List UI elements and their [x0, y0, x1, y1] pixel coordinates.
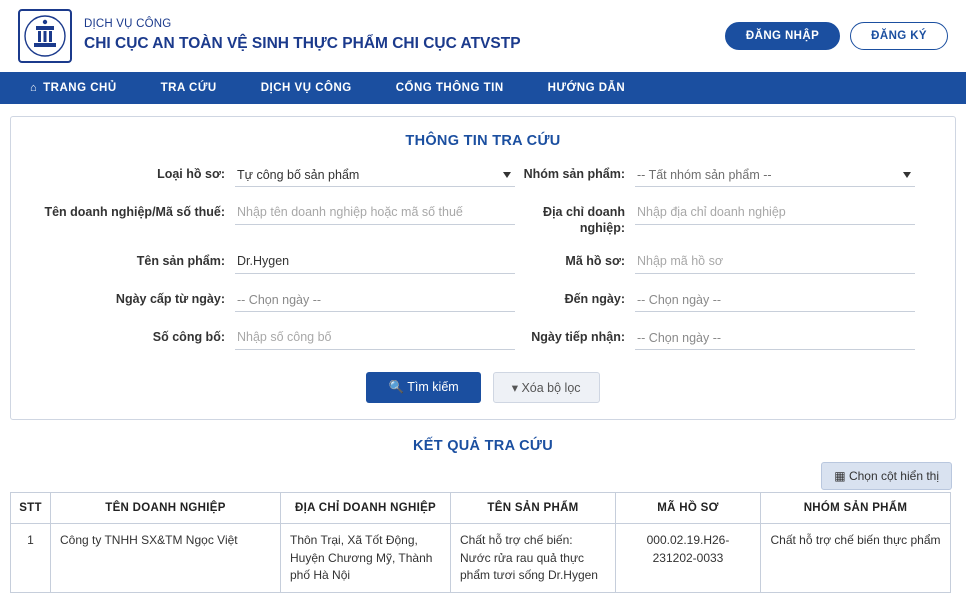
- col-header-address[interactable]: ĐỊA CHỈ DOANH NGHIỆP: [281, 493, 451, 524]
- record-code-input[interactable]: [635, 254, 915, 270]
- cell-group: Chất hỗ trợ chế biến thực phẩm: [761, 524, 951, 593]
- header-actions: [725, 22, 948, 50]
- cell-product: Chất hỗ trợ chế biến: Nước rửa rau quả thực phẩm tươi sống Dr.Hygen: [451, 524, 616, 593]
- brand-title: CHI CỤC AN TOÀN VỆ SINH THỰC PHẨM CHI CỤC ATVSTP: [84, 35, 521, 53]
- nav-item-cong-thong-tin[interactable]: CỔNG THÔNG TIN: [395, 82, 504, 94]
- results-table: [10, 492, 951, 593]
- announce-number-input[interactable]: [235, 330, 515, 346]
- clear-filter-button[interactable]: [493, 372, 600, 403]
- nav-item-tra-cuu[interactable]: TRA CỨU: [160, 82, 217, 94]
- company-name-label: Tên doanh nghiệp/Mã số thuế:: [44, 205, 225, 219]
- record-type-label: Loại hồ sơ:: [157, 167, 225, 181]
- table-icon: ▦: [834, 469, 846, 484]
- record-type-select[interactable]: [235, 163, 515, 187]
- site-header: [0, 0, 966, 72]
- record-code-label: Mã hồ sơ:: [565, 254, 625, 269]
- search-actions: [25, 372, 941, 403]
- columns-button-wrap: [0, 462, 966, 490]
- product-name-label: Tên sản phẩm:: [136, 254, 225, 269]
- col-header-product[interactable]: TÊN SẢN PHẨM: [451, 493, 616, 524]
- filter-icon: ▾: [511, 381, 518, 396]
- company-address-label: Địa chỉ doanh nghiệp:: [543, 205, 625, 235]
- choose-columns-button[interactable]: [821, 462, 952, 490]
- issue-to-label: Đến ngày:: [564, 292, 625, 307]
- issue-from-label: Ngày cấp từ ngày:: [115, 292, 225, 307]
- issue-to-date-field[interactable]: [635, 288, 915, 312]
- issue-from-date-field[interactable]: [235, 288, 515, 312]
- product-group-label: Nhóm sản phẩm:: [523, 167, 625, 181]
- record-type-value: Tự công bố sản phẩm: [237, 167, 360, 182]
- brand-subtitle: DỊCH VỤ CÔNG: [84, 18, 172, 31]
- nav-item-home[interactable]: [8, 72, 139, 104]
- company-name-input[interactable]: [235, 205, 515, 221]
- search-icon: 🔍: [388, 380, 405, 395]
- company-address-input[interactable]: [635, 205, 915, 221]
- login-button[interactable]: ĐĂNG NHẬP: [725, 22, 840, 50]
- search-panel: [10, 116, 956, 420]
- table-header-row: [11, 493, 951, 524]
- chevron-down-icon: [503, 172, 511, 178]
- product-group-select[interactable]: [635, 163, 915, 187]
- nav-item-huong-dan[interactable]: HƯỚNG DẪN: [547, 82, 626, 94]
- cell-code: 000.02.19.H26-231202-0033: [616, 524, 761, 593]
- col-header-company[interactable]: TÊN DOANH NGHIỆP: [51, 493, 281, 524]
- announce-number-label: Số công bố:: [152, 330, 225, 345]
- results-title: KẾT QUẢ TRA CỨU: [412, 438, 554, 455]
- record-code-field[interactable]: [635, 250, 915, 274]
- col-header-stt[interactable]: STT: [11, 493, 51, 524]
- issue-from-date-value: -- Chọn ngày --: [237, 292, 322, 307]
- col-header-group[interactable]: NHÓM SẢN PHẨM: [761, 493, 951, 524]
- product-name-input[interactable]: [235, 254, 515, 270]
- col-header-code[interactable]: MÃ HỒ SƠ: [616, 493, 761, 524]
- search-form: [25, 163, 941, 350]
- register-button[interactable]: ĐĂNG KÝ: [850, 22, 948, 50]
- clear-filter-label: Xóa bộ lọc: [521, 381, 581, 396]
- chevron-down-icon: [903, 172, 911, 178]
- company-address-field[interactable]: [635, 201, 915, 225]
- cell-stt: 1: [11, 524, 51, 593]
- search-button[interactable]: [366, 372, 480, 403]
- product-name-field[interactable]: [235, 250, 515, 274]
- nav-item-dich-vu-cong[interactable]: DỊCH VỤ CÔNG: [260, 82, 352, 94]
- announce-number-field[interactable]: [235, 326, 515, 350]
- cell-address: Thôn Trại, Xã Tốt Động, Huyện Chương Mỹ, Thành phố Hà Nội: [281, 524, 451, 593]
- main-navigation: [0, 72, 966, 104]
- receive-date-value: -- Chọn ngày --: [637, 330, 722, 345]
- product-group-value: -- Tất nhóm sản phẩm --: [637, 167, 772, 182]
- choose-columns-label: Chọn cột hiển thị: [848, 469, 939, 484]
- issue-to-date-value: -- Chọn ngày --: [637, 292, 722, 307]
- receive-date-field[interactable]: [635, 326, 915, 350]
- brand-block: [84, 18, 521, 53]
- nav-item-home-label: TRANG CHỦ: [43, 82, 117, 94]
- table-row[interactable]: [11, 524, 951, 593]
- receive-date-label: Ngày tiếp nhận:: [531, 330, 625, 345]
- company-name-field[interactable]: [235, 201, 515, 225]
- search-button-label: Tìm kiếm: [407, 380, 459, 395]
- home-icon: ⌂: [30, 82, 38, 94]
- emblem-icon: [18, 9, 72, 63]
- search-panel-title: THÔNG TIN TRA CỨU: [405, 133, 561, 149]
- cell-company: Công ty TNHH SX&TM Ngọc Việt: [51, 524, 281, 593]
